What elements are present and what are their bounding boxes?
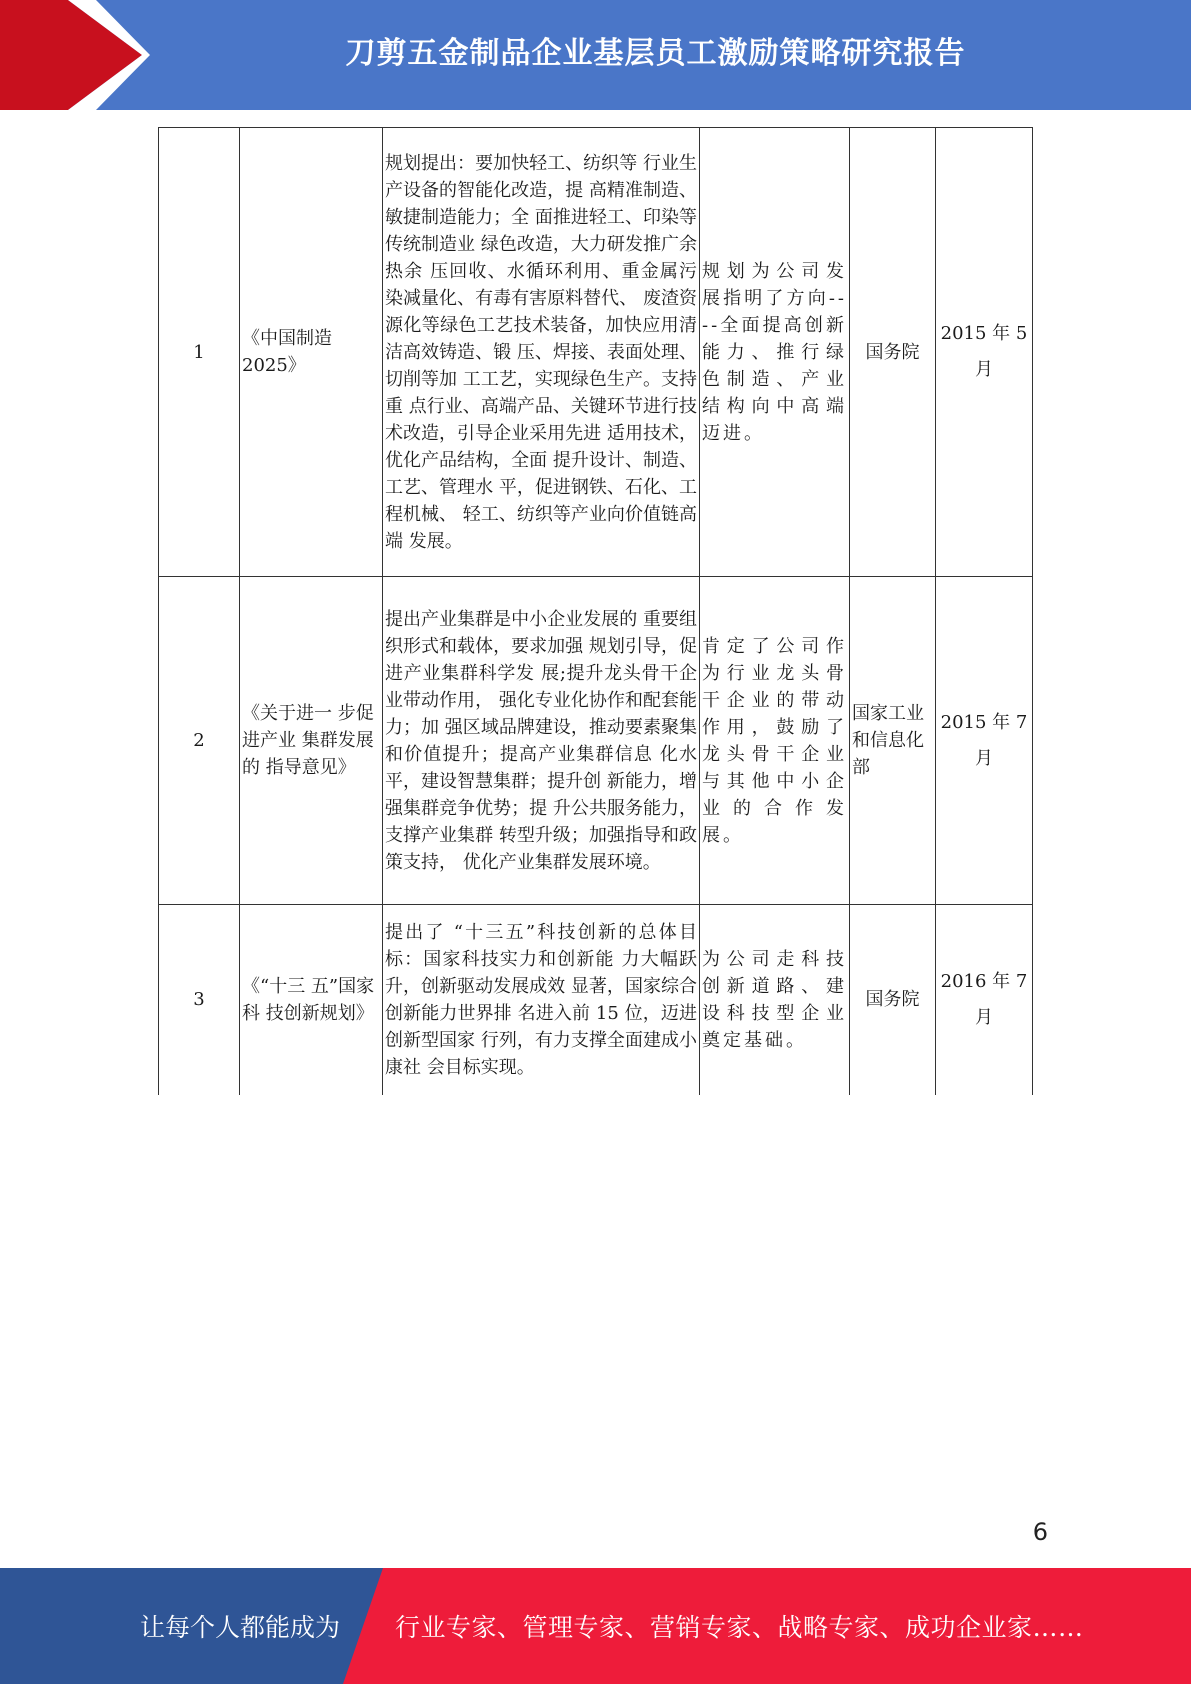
row-number: 2 [159,577,240,905]
issue-date: 2016 年 7月 [936,905,1033,1095]
document-title: 刀剪五金制品企业基层员工激励策略研究报告 [345,36,966,71]
row-number: 3 [159,905,240,1095]
policy-content: 提出产业集群是中小企业发展的 重要组织形式和载体，要求加强 规划引导，促进产业集群科学发 展;提升龙头骨干企业带动作用， 强化专业化协作和配套能力；加 强区域品牌建设，推动要素聚集 和价值提升；提高产业集群信息 化水平，建设智慧集群；提升创 新能力，增强集群竞争优势；提 升公共服务能力，支撑产业集群 转型升级；加强指导和政策支持， 优化产业集群发展环境。 [383,577,700,905]
policy-impact: 为公司走科技创新道路、建设科技型企业奠定基础。 [700,905,850,1095]
policy-content: 提出了 “十三五”科技创新的总体目标：国家科技实力和创新能 力大幅跃升，创新驱动发展成效 显著，国家综合创新能力世界排 名进入前 15 位，迈进创新型国家 行列，有力支撑全面建成小康社 会目标实现。 [383,905,700,1095]
policy-name: 《关于进一 步促进产业 集群发展的 指导意见》 [240,577,383,905]
row-number: 1 [159,128,240,577]
issuing-department: 国务院 [850,905,936,1095]
table-row [159,577,1033,905]
issue-date: 2015 年 5月 [936,128,1033,577]
issue-date: 2015 年 7月 [936,577,1033,905]
page-footer [0,1568,1191,1684]
policy-impact: 肯定了公司作为行业龙头骨干企业的带动作用，鼓励了龙头骨干企业与其他中小企业的合作发 展。 [700,577,850,905]
policy-table [158,127,1033,1095]
page-number: 6 [1032,1518,1048,1546]
policy-impact: 规划为公司发展指明了方向----全面提高创新能力、推行绿色制造、产业结构向中高端迈进。 [700,128,850,577]
policy-name: 《中国制造 2025》 [240,128,383,577]
footer-slogan-lead: 让每个人都能成为 [140,1613,341,1642]
footer-slogan-roles: 行业专家、管理专家、营销专家、战略专家、成功企业家…… [395,1613,1084,1642]
page-header [0,0,1191,110]
policy-content: 规划提出：要加快轻工、纺织等 行业生产设备的智能化改造，提 高精准制造、敏捷制造能力；全 面推进轻工、印染等传统制造业 绿色改造，大力研发推广余热余 压回收、水循环利用、重金属污 染减量化、有毒有害原料替代、 废渣资源化等绿色工艺技术装备，加快应用清洁高效铸造、锻 压、焊接、表面处理、切削等加 工工艺，实现绿色生产。支持重 点行业、高端产品、关键环节进行技术改造，引导企业采用先进 适用技术，优化产品结构，全面 提升设计、制造、工艺、管理水 平，促进钢铁、石化、工程机械、 轻工、纺织等产业向价值链高端 发展。 [383,128,700,577]
issuing-department: 国家工业和信息化部 [850,577,936,905]
table-row [159,905,1033,1095]
issuing-department: 国务院 [850,128,936,577]
table-row [159,128,1033,577]
policy-name: 《“十三 五”国家科 技创新规划》 [240,905,383,1095]
